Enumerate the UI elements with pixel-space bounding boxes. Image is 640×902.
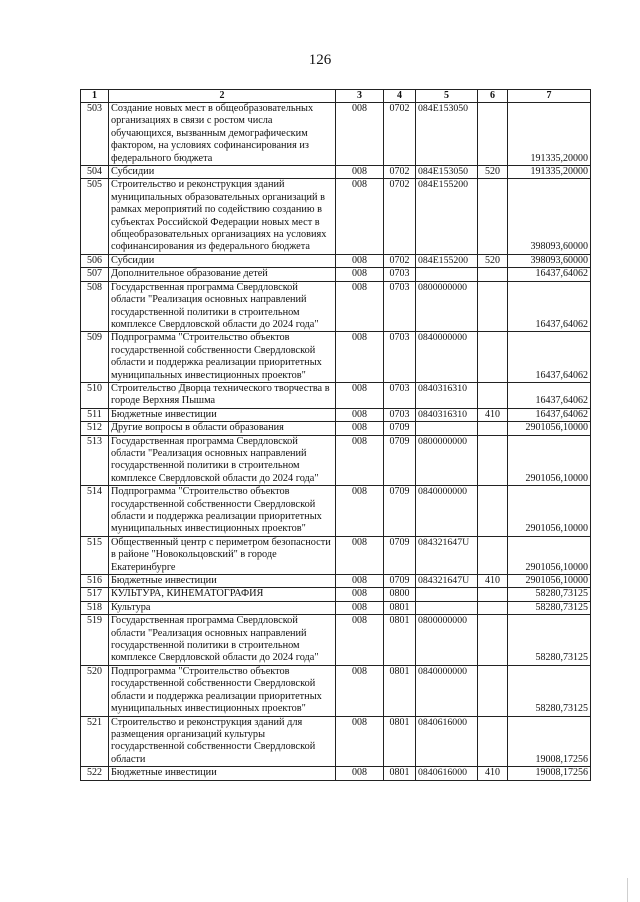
amount-cell: 58280,73125 <box>508 601 591 614</box>
amount-cell: 2901056,10000 <box>508 486 591 537</box>
section-code-cell: 0702 <box>384 179 416 254</box>
item-name-cell: Бюджетные инвестиции <box>109 767 336 780</box>
section-code-cell: 0801 <box>384 767 416 780</box>
row-number-cell: 508 <box>81 281 109 332</box>
expense-type-cell <box>478 615 508 666</box>
department-code-cell: 008 <box>336 103 384 166</box>
expense-type-cell: 410 <box>478 767 508 780</box>
item-name-cell: Бюджетные инвестиции <box>109 575 336 588</box>
expense-type-cell <box>478 536 508 574</box>
table-row <box>81 254 591 267</box>
item-name-cell: Другие вопросы в области образования <box>109 422 336 435</box>
row-number-cell: 516 <box>81 575 109 588</box>
header-cell-col3: 3 <box>336 90 384 103</box>
item-name-cell: Строительство и реконструкция зданий для размещения организаций культуры государственной собственности Свердловской области <box>109 716 336 767</box>
expense-type-cell <box>478 601 508 614</box>
table-row <box>81 588 591 601</box>
department-code-cell: 008 <box>336 408 384 421</box>
target-article-cell: 0840316310 <box>416 382 478 408</box>
expense-type-cell <box>478 716 508 767</box>
budget-table-body <box>81 103 591 781</box>
item-name-cell: Государственная программа Свердловской области "Реализация основных направлений государственной политики в строительном комплексе Свердловской области до 2024 года" <box>109 615 336 666</box>
department-code-cell: 008 <box>336 575 384 588</box>
expense-type-cell: 520 <box>478 166 508 179</box>
page-number: 126 <box>308 52 332 68</box>
department-code-cell: 008 <box>336 588 384 601</box>
amount-cell: 16437,64062 <box>508 281 591 332</box>
expense-type-cell <box>478 435 508 486</box>
expense-type-cell <box>478 268 508 281</box>
expense-type-cell: 410 <box>478 575 508 588</box>
item-name-cell: Подпрограмма "Строительство объектов государственной собственности Свердловской области и поддержка реализации приоритетных муниципальных инвестиционных проектов" <box>109 665 336 716</box>
table-row <box>81 601 591 614</box>
department-code-cell: 008 <box>336 716 384 767</box>
table-row <box>81 268 591 281</box>
section-code-cell: 0801 <box>384 601 416 614</box>
header-cell-col4: 4 <box>384 90 416 103</box>
header-cell-col5: 5 <box>416 90 478 103</box>
target-article-cell: 0800000000 <box>416 435 478 486</box>
section-code-cell: 0703 <box>384 332 416 383</box>
target-article-cell <box>416 588 478 601</box>
item-name-cell: Дополнительное образование детей <box>109 268 336 281</box>
amount-cell: 191335,20000 <box>508 103 591 166</box>
amount-cell: 398093,60000 <box>508 254 591 267</box>
target-article-cell: 0840000000 <box>416 332 478 383</box>
expense-type-cell <box>478 281 508 332</box>
amount-cell: 58280,73125 <box>508 588 591 601</box>
table-row <box>81 281 591 332</box>
table-row <box>81 615 591 666</box>
department-code-cell: 008 <box>336 536 384 574</box>
row-number-cell: 522 <box>81 767 109 780</box>
row-number-cell: 520 <box>81 665 109 716</box>
item-name-cell: Государственная программа Свердловской области "Реализация основных направлений государственной политики в строительном комплексе Свердловской области до 2024 года" <box>109 281 336 332</box>
item-name-cell: Подпрограмма "Строительство объектов государственной собственности Свердловской области и поддержка реализации приоритетных муниципальных инвестиционных проектов" <box>109 332 336 383</box>
item-name-cell: Строительство и реконструкция зданий муниципальных образовательных организаций в рамках мероприятий по содействию созданию в субъектах Российской Федерации новых мест в общеобразовательных организациях на условиях софинансирования из федерального бюджета <box>109 179 336 254</box>
table-row <box>81 166 591 179</box>
target-article-cell: 0840000000 <box>416 665 478 716</box>
expense-type-cell <box>478 422 508 435</box>
header-row <box>81 90 591 103</box>
item-name-cell: Создание новых мест в общеобразовательных организациях в связи с ростом числа обучающихся, вызванным демографическим фактором, на условиях софинансирования из федерального бюджета <box>109 103 336 166</box>
department-code-cell: 008 <box>336 166 384 179</box>
target-article-cell: 084E155200 <box>416 254 478 267</box>
target-article-cell: 084E153050 <box>416 103 478 166</box>
item-name-cell: Субсидии <box>109 254 336 267</box>
row-number-cell: 519 <box>81 615 109 666</box>
section-code-cell: 0709 <box>384 575 416 588</box>
section-code-cell: 0702 <box>384 254 416 267</box>
target-article-cell <box>416 422 478 435</box>
target-article-cell: 0840000000 <box>416 486 478 537</box>
target-article-cell: 084321647U <box>416 536 478 574</box>
department-code-cell: 008 <box>336 601 384 614</box>
department-code-cell: 008 <box>336 435 384 486</box>
header-cell-col6: 6 <box>478 90 508 103</box>
department-code-cell: 008 <box>336 281 384 332</box>
table-row <box>81 408 591 421</box>
department-code-cell: 008 <box>336 767 384 780</box>
department-code-cell: 008 <box>336 179 384 254</box>
item-name-cell: КУЛЬТУРА, КИНЕМАТОГРАФИЯ <box>109 588 336 601</box>
department-code-cell: 008 <box>336 254 384 267</box>
section-code-cell: 0801 <box>384 615 416 666</box>
budget-table <box>80 89 591 781</box>
department-code-cell: 008 <box>336 332 384 383</box>
row-number-cell: 509 <box>81 332 109 383</box>
expense-type-cell <box>478 103 508 166</box>
item-name-cell: Строительство Дворца технического творчества в городе Верхняя Пышма <box>109 382 336 408</box>
expense-type-cell <box>478 179 508 254</box>
row-number-cell: 511 <box>81 408 109 421</box>
table-row <box>81 767 591 780</box>
row-number-cell: 515 <box>81 536 109 574</box>
item-name-cell: Субсидии <box>109 166 336 179</box>
target-article-cell: 0840616000 <box>416 767 478 780</box>
target-article-cell: 084E153050 <box>416 166 478 179</box>
table-row <box>81 382 591 408</box>
table-row <box>81 332 591 383</box>
amount-cell: 19008,17256 <box>508 767 591 780</box>
section-code-cell: 0703 <box>384 281 416 332</box>
department-code-cell: 008 <box>336 486 384 537</box>
department-code-cell: 008 <box>336 422 384 435</box>
expense-type-cell <box>478 486 508 537</box>
department-code-cell: 008 <box>336 615 384 666</box>
section-code-cell: 0709 <box>384 486 416 537</box>
table-row <box>81 179 591 254</box>
row-number-cell: 503 <box>81 103 109 166</box>
amount-cell: 2901056,10000 <box>508 435 591 486</box>
amount-cell: 16437,64062 <box>508 408 591 421</box>
section-code-cell: 0702 <box>384 166 416 179</box>
section-code-cell: 0709 <box>384 435 416 486</box>
target-article-cell: 0840316310 <box>416 408 478 421</box>
item-name-cell: Подпрограмма "Строительство объектов государственной собственности Свердловской области и поддержка реализации приоритетных муниципальных инвестиционных проектов" <box>109 486 336 537</box>
table-row <box>81 435 591 486</box>
target-article-cell <box>416 268 478 281</box>
row-number-cell: 505 <box>81 179 109 254</box>
amount-cell: 16437,64062 <box>508 268 591 281</box>
item-name-cell: Общественный центр с периметром безопасности в районе "Новокольцовский" в городе Екатеринбурге <box>109 536 336 574</box>
target-article-cell: 0840616000 <box>416 716 478 767</box>
department-code-cell: 008 <box>336 665 384 716</box>
target-article-cell: 0800000000 <box>416 615 478 666</box>
row-number-cell: 518 <box>81 601 109 614</box>
section-code-cell: 0801 <box>384 665 416 716</box>
table-row <box>81 536 591 574</box>
row-number-cell: 521 <box>81 716 109 767</box>
row-number-cell: 514 <box>81 486 109 537</box>
row-number-cell: 512 <box>81 422 109 435</box>
row-number-cell: 513 <box>81 435 109 486</box>
expense-type-cell <box>478 382 508 408</box>
section-code-cell: 0709 <box>384 422 416 435</box>
amount-cell: 19008,17256 <box>508 716 591 767</box>
department-code-cell: 008 <box>336 268 384 281</box>
item-name-cell: Бюджетные инвестиции <box>109 408 336 421</box>
target-article-cell <box>416 601 478 614</box>
table-row <box>81 575 591 588</box>
expense-type-cell: 410 <box>478 408 508 421</box>
section-code-cell: 0702 <box>384 103 416 166</box>
expense-type-cell <box>478 332 508 383</box>
section-code-cell: 0703 <box>384 268 416 281</box>
amount-cell: 16437,64062 <box>508 382 591 408</box>
row-number-cell: 507 <box>81 268 109 281</box>
amount-cell: 16437,64062 <box>508 332 591 383</box>
item-name-cell: Государственная программа Свердловской области "Реализация основных направлений государственной политики в строительном комплексе Свердловской области до 2024 года" <box>109 435 336 486</box>
department-code-cell: 008 <box>336 382 384 408</box>
section-code-cell: 0801 <box>384 716 416 767</box>
header-cell-col1: 1 <box>81 90 109 103</box>
row-number-cell: 506 <box>81 254 109 267</box>
amount-cell: 58280,73125 <box>508 665 591 716</box>
expense-type-cell <box>478 588 508 601</box>
page-edge-mark <box>627 878 628 902</box>
table-row <box>81 665 591 716</box>
row-number-cell: 517 <box>81 588 109 601</box>
amount-cell: 191335,20000 <box>508 166 591 179</box>
target-article-cell: 084321647U <box>416 575 478 588</box>
section-code-cell: 0703 <box>384 382 416 408</box>
table-row <box>81 103 591 166</box>
row-number-cell: 504 <box>81 166 109 179</box>
table-row <box>81 422 591 435</box>
section-code-cell: 0703 <box>384 408 416 421</box>
expense-type-cell: 520 <box>478 254 508 267</box>
header-cell-col2: 2 <box>109 90 336 103</box>
amount-cell: 58280,73125 <box>508 615 591 666</box>
item-name-cell: Культура <box>109 601 336 614</box>
amount-cell: 2901056,10000 <box>508 536 591 574</box>
amount-cell: 398093,60000 <box>508 179 591 254</box>
amount-cell: 2901056,10000 <box>508 422 591 435</box>
table-row <box>81 486 591 537</box>
header-cell-col7: 7 <box>508 90 591 103</box>
target-article-cell: 084E155200 <box>416 179 478 254</box>
table-row <box>81 716 591 767</box>
target-article-cell: 0800000000 <box>416 281 478 332</box>
section-code-cell: 0709 <box>384 536 416 574</box>
section-code-cell: 0800 <box>384 588 416 601</box>
amount-cell: 2901056,10000 <box>508 575 591 588</box>
expense-type-cell <box>478 665 508 716</box>
row-number-cell: 510 <box>81 382 109 408</box>
